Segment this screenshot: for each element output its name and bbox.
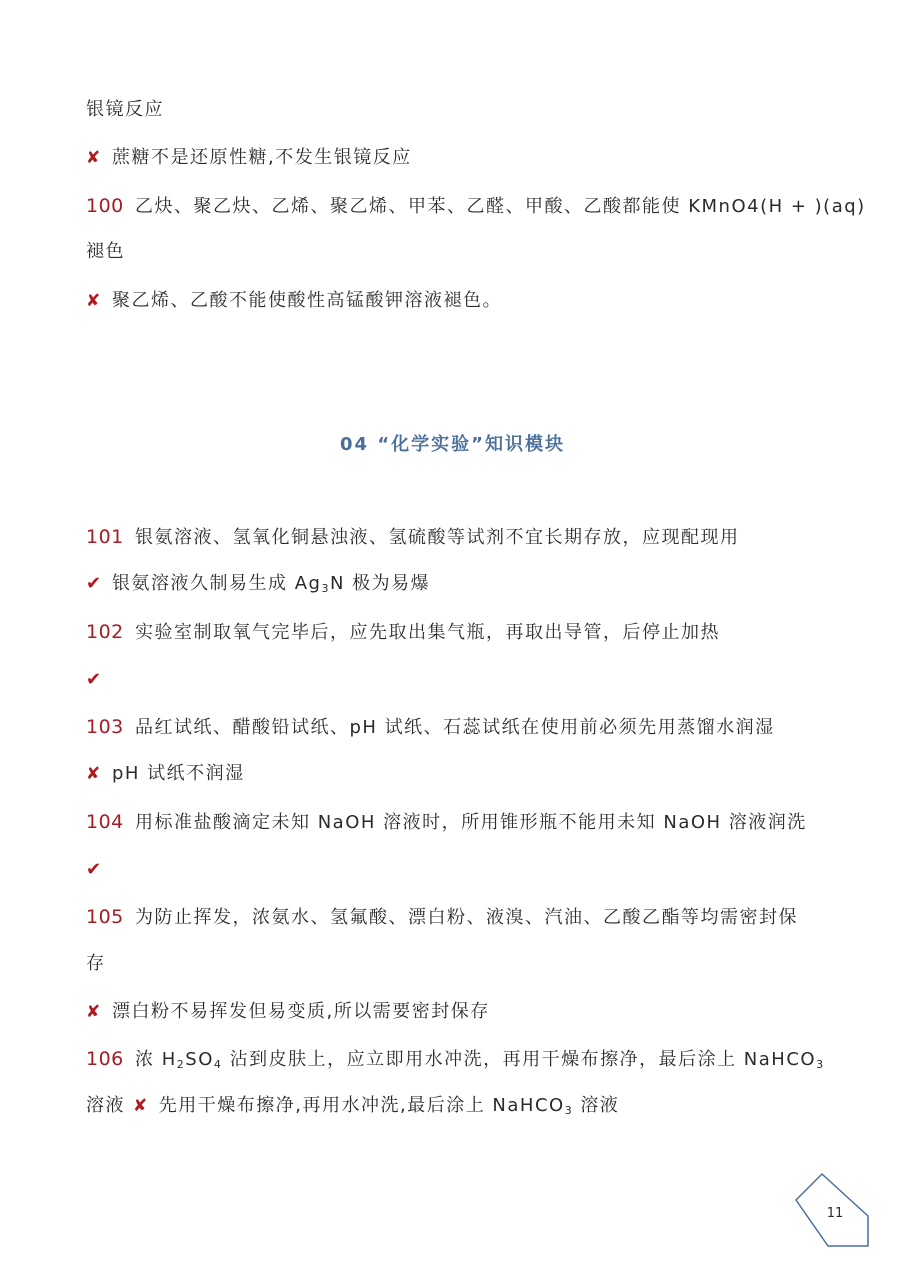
- check-mark-icon: ✔: [86, 859, 102, 880]
- page-number: 11: [826, 1206, 844, 1221]
- question-text: 用标准盐酸滴定未知 NaOH 溶液时，所用锥形瓶不能用未知 NaOH 溶液润洗: [135, 812, 807, 833]
- question-102: [86, 620, 720, 645]
- answer-line: [86, 146, 412, 170]
- cross-mark-icon: ✘: [86, 291, 101, 311]
- check-mark-icon: ✔: [86, 573, 102, 594]
- question-text-a: 浓 H: [135, 1049, 177, 1070]
- question-text: 存: [86, 953, 106, 974]
- subscript: 3: [564, 1104, 574, 1117]
- question-105-cont: [86, 952, 106, 976]
- cross-mark-icon: ✘: [86, 764, 101, 784]
- question-text: 乙炔、聚乙炔、乙烯、聚乙烯、甲苯、乙醛、甲酸、乙酸都能使 KMnO4(H + )(aq): [135, 196, 866, 217]
- question-text: 品红试纸、醋酸铅试纸、pH 试纸、石蕊试纸在使用前必须先用蒸馏水润湿: [135, 717, 775, 738]
- answer-101: [86, 572, 430, 596]
- question-number: 103: [86, 716, 124, 738]
- subscript: 3: [321, 582, 330, 595]
- question-101: [86, 525, 740, 550]
- question-text: 溶液: [86, 1095, 125, 1116]
- answer-text: pH 试纸不润湿: [112, 763, 245, 784]
- question-number: 101: [86, 526, 124, 548]
- answer-104: [86, 858, 112, 882]
- question-text: 实验室制取氧气完毕后，应先取出集气瓶，再取出导管，后停止加热: [135, 622, 720, 643]
- answer-text: 蔗糖不是还原性糖,不发生银镜反应: [112, 147, 412, 168]
- cross-mark-icon: ✘: [86, 1002, 101, 1022]
- check-mark-icon: ✔: [86, 669, 102, 690]
- question-text-c: 沾到皮肤上，应立即用水冲洗，再用干燥布擦净，最后涂上 NaHCO: [222, 1049, 817, 1070]
- question-104: [86, 810, 807, 835]
- section-title: 04 “化学实验”知识模块: [340, 434, 565, 455]
- answer-text-a: 先用干燥布擦净,再用水冲洗,最后涂上 NaHCO: [158, 1095, 565, 1116]
- question-text: 为防止挥发，浓氨水、氢氟酸、漂白粉、液溴、汽油、乙酸乙酯等均需密封保: [135, 907, 798, 928]
- question-number: 106: [86, 1048, 124, 1070]
- answer-105: [86, 1000, 490, 1024]
- cross-mark-icon: ✘: [133, 1096, 149, 1116]
- question-100: [86, 194, 866, 219]
- text-line: [86, 98, 164, 122]
- question-103: [86, 715, 775, 740]
- answer-103: [86, 762, 245, 786]
- answer-102: [86, 668, 112, 692]
- answer-text-a: 银氨溶液久制易生成 Ag: [112, 573, 322, 594]
- question-text-b: SO: [185, 1049, 214, 1070]
- question-number: 104: [86, 811, 124, 833]
- answer-text-b: 溶液: [573, 1095, 620, 1116]
- answer-text: 聚乙烯、乙酸不能使酸性高锰酸钾溶液褪色。: [112, 290, 502, 311]
- cross-mark-icon: ✘: [86, 148, 101, 168]
- question-number: 100: [86, 195, 124, 217]
- answer-text-b: N 极为易爆: [329, 573, 431, 594]
- question-100-cont: [86, 240, 125, 264]
- answer-line: [86, 289, 502, 313]
- question-number: 102: [86, 621, 124, 643]
- answer-106: [86, 1094, 619, 1118]
- question-105: [86, 905, 798, 930]
- line-text: 银镜反应: [86, 99, 164, 120]
- subscript: 4: [213, 1058, 223, 1071]
- question-106: [86, 1047, 825, 1072]
- question-number: 105: [86, 906, 124, 928]
- subscript: 2: [176, 1058, 186, 1071]
- question-text: 褪色: [86, 241, 125, 262]
- subscript: 3: [816, 1058, 825, 1071]
- answer-text: 漂白粉不易挥发但易变质,所以需要密封保存: [112, 1001, 490, 1022]
- question-text: 银氨溶液、氢氧化铜悬浊液、氢硫酸等试剂不宜长期存放，应现配现用: [135, 527, 740, 548]
